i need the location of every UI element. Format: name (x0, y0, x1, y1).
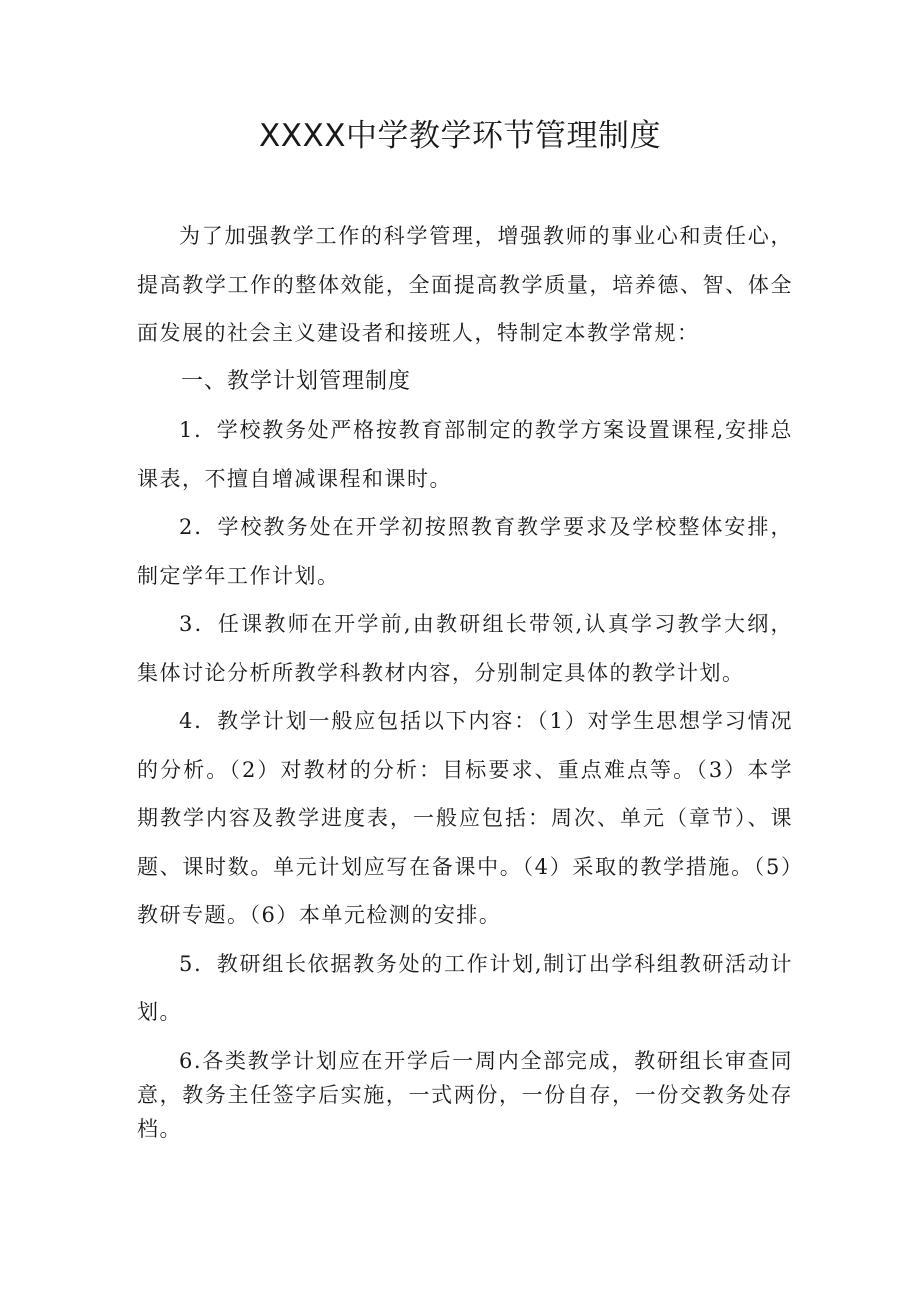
list-item: 6.各类教学计划应在开学后一周内全部完成，教研组长审查同意，教务主任签字后实施，一式两份，一份自存，一份交教务处存档。 (137, 1048, 793, 1141)
section-heading: 一、教学计划管理制度 (181, 368, 412, 394)
list-item: 5．教研组长依据教务处的工作计划,制订出学科组教研活动计划。 (137, 951, 793, 1024)
document-title: XXXX中学教学环节管理制度 (259, 118, 661, 154)
intro-paragraph: 为了加强教学工作的科学管理，增强教师的事业心和责任心，提高教学工作的整体效能，全面提高教学质量，培养德、智、体全面发展的社会主义建设者和接班人，特制定本教学常规： (137, 224, 793, 345)
document-body (137, 212, 793, 1146)
list-item: 1．学校教务处严格按教育部制定的教学方案设置课程,安排总课表，不擅自增减课程和课时。 (137, 418, 793, 491)
list-item: 3．任课教师在开学前,由教研组长带领,认真学习教学大纲，集体讨论分析所教学科教材内容，分别制定具体的教学计划。 (137, 612, 793, 685)
list-item: 2．学校教务处在开学初按照教育教学要求及学校整体安排，制定学年工作计划。 (137, 515, 793, 588)
list-item: 4．教学计划一般应包括以下内容：（1）对学生思想学习情况的分析。（2）对教材的分析：目标要求、重点难点等。（3）本学期教学内容及教学进度表，一般应包括：周次、单元（章节）、课题、课时数。单元计划应写在备课中。（4）采取的教学措施。（5）教研专题。（6）本单元检测的安排。 (137, 709, 793, 927)
